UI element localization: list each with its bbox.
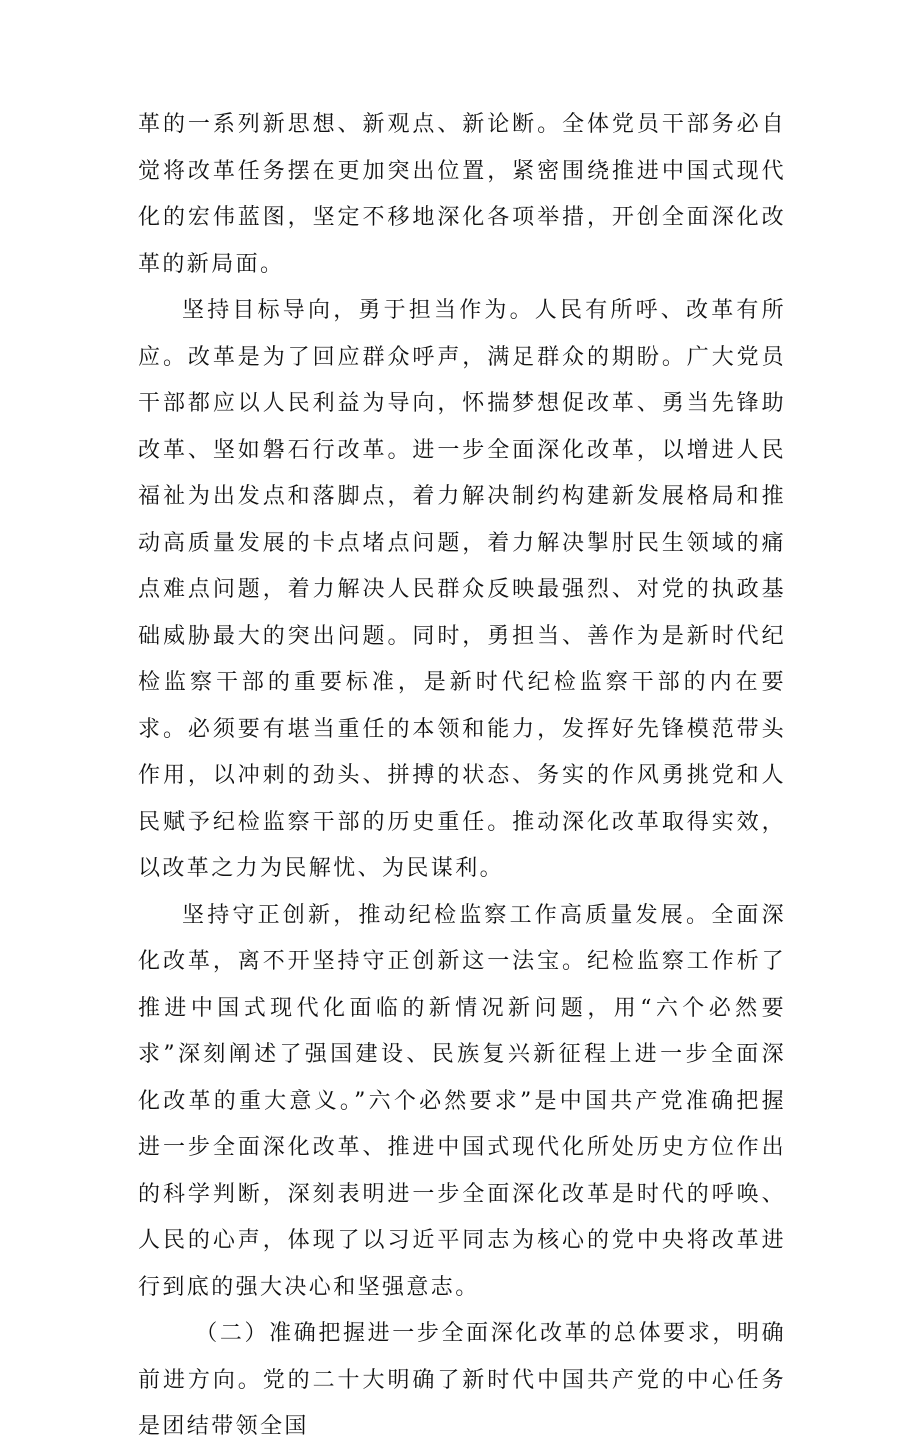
document-body: [138, 102, 786, 1451]
paragraph-innovation: 坚持守正创新，推动纪检监察工作高质量发展。全面深化改革，离不开坚持守正创新这一法宝。纪检监察工作析了推进中国式现代化面临的新情况新问题，用“六个必然要求”深刻阐述了强国建设、民族复兴新征程上进一步全面深化改革的重大意义。”六个必然要求”是中国共产党准确把握进一步全面深化改革、推进中国式现代化所处历史方位作出的科学判断，深刻表明进一步全面深化改革是时代的呼唤、人民的心声，体现了以习近平同志为核心的党中央将改革进行到底的强大决心和坚强意志。: [138, 902, 786, 1300]
paragraph-section-two: （二）准确把握进一步全面深化改革的总体要求，明确前进方向。党的二十大明确了新时代中国共产党的中心任务是团结带领全国: [138, 1321, 786, 1439]
paragraph-continuation: 革的一系列新思想、新观点、新论断。全体党员干部务必自觉将改革任务摆在更加突出位置，紧密围绕推进中国式现代化的宏伟蓝图，坚定不移地深化各项举措，开创全面深化改革的新局面。: [138, 112, 786, 277]
paragraph-goal-orientation: 坚持目标导向，勇于担当作为。人民有所呼、改革有所应。改革是为了回应群众呼声，满足群众的期盼。广大党员干部都应以人民利益为导向，怀揣梦想促改革、勇当先锋助改革、坚如磐石行改革。进一步全面深化改革，以增进人民福祉为出发点和落脚点，着力解决制约构建新发展格局和推动高质量发展的卡点堵点问题，着力解决掣肘民生领域的痛点难点问题，着力解决人民群众反映最强烈、对党的执政基础威胁最大的突出问题。同时，勇担当、善作为是新时代纪检监察干部的重要标准，是新时代纪检监察干部的内在要求。必须要有堪当重任的本领和能力，发挥好先锋模范带头作用，以冲刺的劲头、拼搏的状态、务实的作风勇挑党和人民赋予纪检监察干部的历史重任。推动深化改革取得实效，以改革之力为民解忧、为民谋利。: [138, 298, 786, 881]
